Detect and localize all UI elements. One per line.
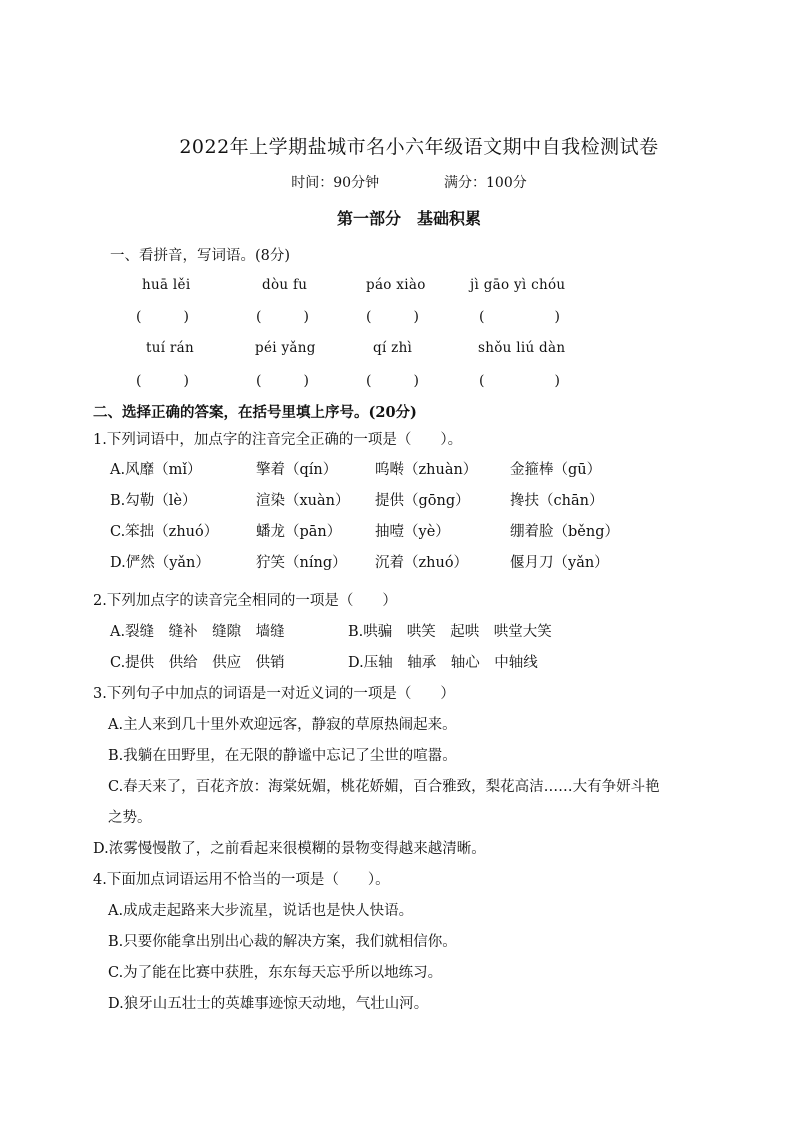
answer-box-5[interactable]: ( ) — [136, 373, 189, 389]
q1-option-c4: 绷着脸（běng） — [510, 524, 619, 540]
q1-option-b3: 提供（gōng） — [375, 493, 470, 509]
q1-option-d1: D.俨然（yǎn） — [110, 555, 210, 571]
pinyin-7: qí zhì — [373, 340, 413, 356]
q1-option-d3: 沉着（zhuó） — [375, 555, 469, 571]
q1-option-b1: B.勾勒（lè） — [110, 493, 197, 509]
q4-option-c: C.为了能在比赛中获胜，东东每天忘乎所以地练习。 — [108, 965, 443, 981]
part-title: 第一部分 基础积累 — [336, 209, 481, 228]
q2-stem: 2.下列加点字的读音完全相同的一项是（ ） — [93, 593, 397, 609]
q1-option-a3: 呜啭（zhuàn） — [375, 462, 478, 478]
answer-box-2[interactable]: ( ) — [256, 309, 309, 325]
q1-option-a4: 金箍棒（gū） — [510, 462, 602, 478]
q4-option-a: A.成成走起路来大步流星，说话也是快人快语。 — [108, 903, 414, 919]
exam-info — [0, 172, 794, 192]
answer-box-1[interactable]: ( ) — [136, 309, 189, 325]
q2-option-b: B.哄骗 哄笑 起哄 哄堂大笑 — [348, 624, 552, 640]
score-label: 满分：100分 — [444, 175, 527, 191]
pinyin-3: páo xiào — [366, 277, 426, 293]
q3-option-d: D.浓雾慢慢散了，之前看起来很模糊的景物变得越来越清晰。 — [93, 841, 486, 857]
pinyin-4: jì gāo yì chóu — [470, 277, 566, 293]
answer-box-8[interactable]: ( ) — [479, 373, 560, 389]
time-label: 时间：90分钟 — [291, 175, 380, 191]
answer-box-7[interactable]: ( ) — [366, 373, 419, 389]
q2-option-c: C.提供 供给 供应 供销 — [110, 655, 285, 671]
q3-option-c-line1: C.春天来了，百花齐放：海棠妩媚，桃花娇媚，百合雅致，梨花高洁……大有争妍斗艳 — [108, 779, 660, 795]
q4-option-b: B.只要你能拿出别出心裁的解决方案，我们就相信你。 — [108, 934, 457, 950]
section1-heading: 一、看拼音，写词语。(8分) — [110, 248, 291, 264]
q1-option-b2: 渲染（xuàn） — [256, 493, 350, 509]
pinyin-2: dòu fu — [262, 277, 308, 293]
pinyin-6: péi yǎng — [255, 340, 316, 356]
answer-box-6[interactable]: ( ) — [256, 373, 309, 389]
q1-option-a2: 擎着（qín） — [256, 462, 338, 478]
q1-option-b4: 搀扶（chān） — [510, 493, 604, 509]
answer-box-4[interactable]: ( ) — [479, 309, 560, 325]
q1-stem: 1.下列词语中，加点字的注音完全正确的一项是（ ）。 — [93, 432, 463, 448]
q2-option-a: A.裂缝 缝补 缝隙 墙缝 — [110, 624, 285, 640]
q1-option-c1: C.笨拙（zhuó） — [110, 524, 219, 540]
section2-heading: 二、选择正确的答案，在括号里填上序号。(20分) — [93, 404, 417, 421]
pinyin-5: tuí rán — [146, 340, 195, 356]
pinyin-8: shǒu liú dàn — [478, 340, 566, 356]
q4-option-d: D.狼牙山五壮士的英雄事迹惊天动地，气壮山河。 — [108, 996, 429, 1012]
q4-stem: 4.下面加点词语运用不恰当的一项是（ ）。 — [93, 872, 390, 888]
q3-option-a: A.主人来到几十里外欢迎远客，静寂的草原热闹起来。 — [108, 717, 457, 733]
q3-option-b: B.我躺在田野里，在无限的静谧中忘记了尘世的喧嚣。 — [108, 748, 457, 764]
q3-option-c-line2: 之势。 — [108, 810, 152, 826]
answer-box-3[interactable]: ( ) — [366, 309, 419, 325]
exam-title: 2022年上学期盐城市名小六年级语文期中自我检测试卷 — [179, 136, 659, 158]
q1-option-a1: A.风靡（mǐ） — [110, 462, 202, 478]
q1-option-d2: 狞笑（níng） — [256, 555, 347, 571]
q2-option-d: D.压轴 轴承 轴心 中轴线 — [348, 655, 538, 671]
q1-option-d4: 偃月刀（yǎn） — [510, 555, 609, 571]
pinyin-1: huā lěi — [142, 277, 191, 293]
q1-option-c2: 蟠龙（pān） — [256, 524, 342, 540]
q1-option-c3: 抽噎（yè） — [375, 524, 450, 540]
q3-stem: 3.下列句子中加点的词语是一对近义词的一项是（ ） — [93, 686, 455, 702]
